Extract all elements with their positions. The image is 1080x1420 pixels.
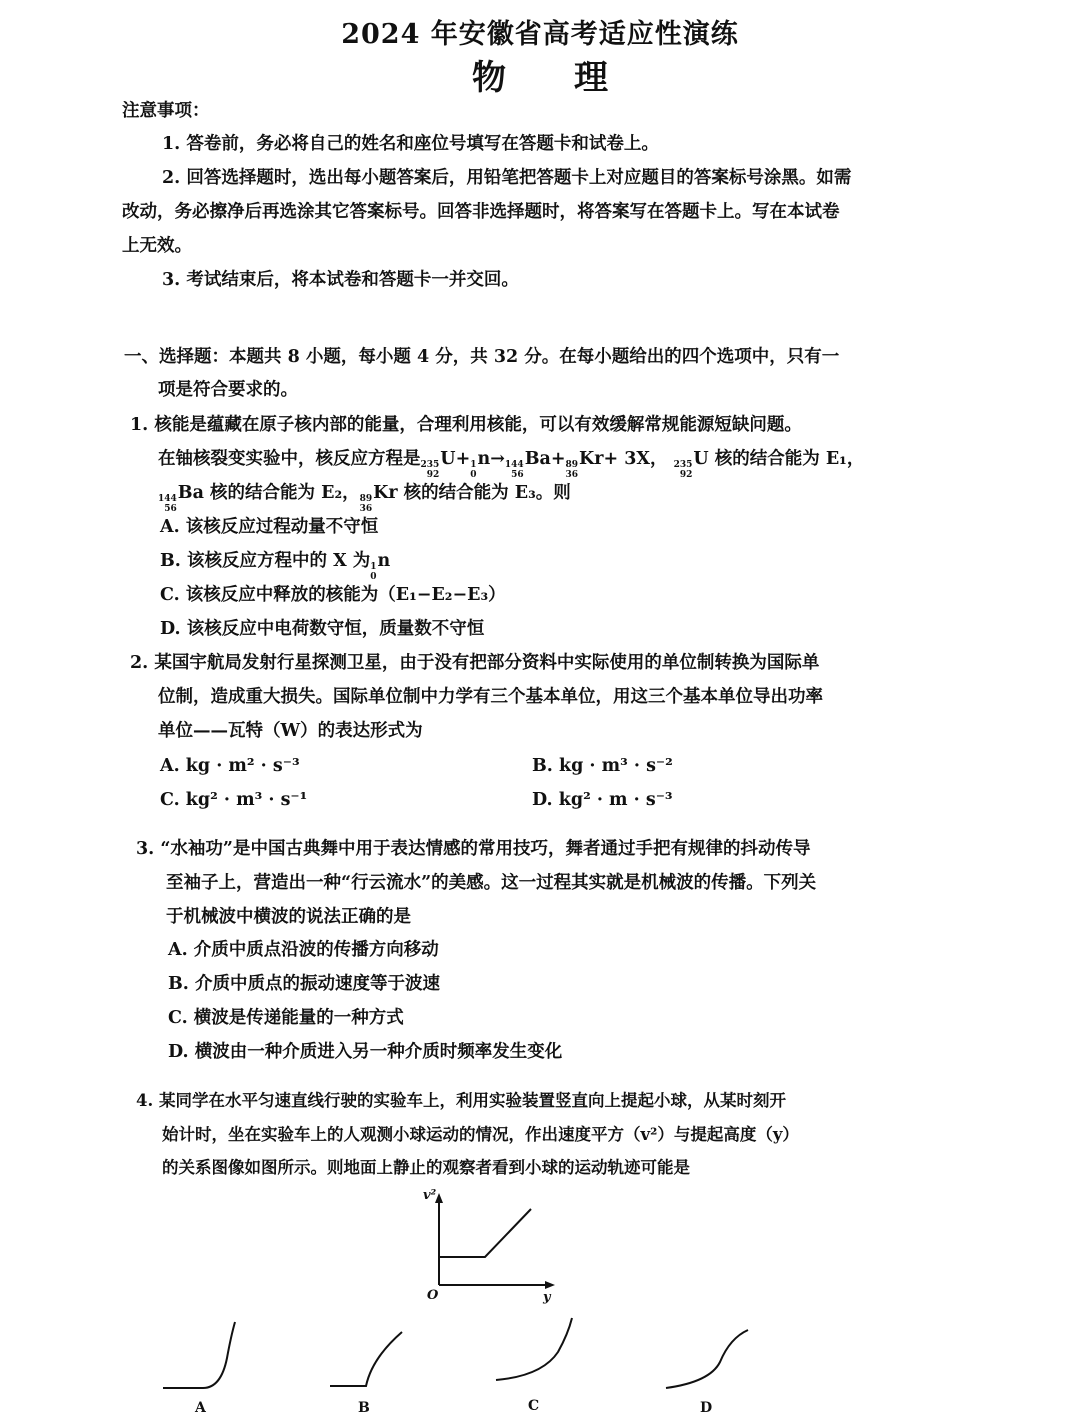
q2-option-a[interactable]: A. kg · m² · s⁻³ xyxy=(160,756,300,776)
q3-stem-line3: 于机械波中横波的说法正确的是 xyxy=(166,907,411,927)
notice-line: 3. 考试结束后，将本试卷和答题卡一并交回。 xyxy=(162,270,519,290)
notice-line: 1. 答卷前，务必将自己的姓名和座位号填写在答题卡和试卷上。 xyxy=(162,134,659,154)
choice-d-label: D xyxy=(700,1400,713,1416)
exam-title: 2024 年安徽省高考适应性演练 xyxy=(341,19,739,50)
q1-stem-line3: 144 56 Ba 核的结合能为 E₂， 89 36 Kr 核的结合能为 E₃。则 xyxy=(158,483,571,514)
q2-stem-line3: 单位——瓦特（W）的表达形式为 xyxy=(158,721,423,741)
q4-choice-a-trajectory[interactable] xyxy=(155,1318,245,1418)
q3-option-b[interactable]: B. 介质中质点的振动速度等于波速 xyxy=(168,974,440,994)
notice-line: 2. 回答选择题时，选出每小题答案后，用铅笔把答题卡上对应题目的答案标号涂黑。如需 xyxy=(162,168,852,188)
q4-choice-d-trajectory[interactable] xyxy=(660,1318,760,1418)
q1-option-a[interactable]: A. 该核反应过程动量不守恒 xyxy=(160,517,379,537)
q3-option-d[interactable]: D. 横波由一种介质进入另一种介质时频率发生变化 xyxy=(168,1042,563,1062)
q2-option-b[interactable]: B. kg · m³ · s⁻² xyxy=(532,756,673,776)
section-heading: 一、选择题：本题共 8 小题，每小题 4 分，共 32 分。在每小题给出的四个选项中，只有一 xyxy=(124,347,840,367)
q4-stem-line2: 始计时，坐在实验车上的人观测小球运动的情况，作出速度平方（v²）与提起高度（y） xyxy=(162,1125,799,1144)
q1-stem: 1. 核能是蕴藏在原子核内部的能量，合理利用核能，可以有效缓解常规能源短缺问题。 xyxy=(130,415,802,435)
q3-stem: 3. “水袖功”是中国古典舞中用于表达情感的常用技巧，舞者通过手把有规律的抖动传导 xyxy=(136,839,811,859)
q1-option-c[interactable]: C. 该核反应中释放的核能为（E₁−E₂−E₃） xyxy=(160,585,506,605)
q3-stem-line2: 至袖子上，营造出一种“行云流水”的美感。这一过程其实就是机械波的传播。下列关 xyxy=(166,873,817,893)
notice-line: 上无效。 xyxy=(122,236,192,256)
v2-curve xyxy=(439,1209,531,1257)
q3-option-a[interactable]: A. 介质中质点沿波的传播方向移动 xyxy=(168,940,439,960)
q4-stem-line3: 的关系图像如图所示。则地面上静止的观察者看到小球的运动轨迹可能是 xyxy=(162,1158,690,1177)
choice-b-label: B xyxy=(358,1400,370,1416)
choice-a-label: A xyxy=(195,1400,206,1416)
q1-option-b[interactable]: B. 该核反应方程中的 X 为 1 0 n xyxy=(160,551,391,582)
q1-stem-line2: 在铀核裂变实验中，核反应方程是 235 92 U+ 1 0 n→ 144 56 Ba+ 89 36 Kr+ 3X， 235 92 U 核的结合能为 E₁， xyxy=(158,449,865,480)
q2-stem-line2: 位制，造成重大损失。国际单位制中力学有三个基本单位，用这三个基本单位导出功率 xyxy=(158,687,823,707)
choice-c-label: C xyxy=(528,1398,540,1412)
q4-stem: 4. 某同学在水平匀速直线行驶的实验车上，利用实验装置竖直向上提起小球，从某时刻开 xyxy=(136,1091,786,1110)
notice-heading: 注意事项： xyxy=(122,101,210,121)
graph-ylabel: v² xyxy=(423,1188,437,1203)
subject-title: 物 理 xyxy=(472,58,608,98)
q4-v2-y-graph xyxy=(415,1185,565,1305)
q4-choice-b-trajectory[interactable] xyxy=(320,1318,420,1418)
notice-line: 改动，务必擦净后再选涂其它答案标号。回答非选择题时，将答案写在答题卡上。写在本试卷 xyxy=(122,202,840,222)
q2-option-d[interactable]: D. kg² · m · s⁻³ xyxy=(532,790,673,810)
graph-xlabel: y xyxy=(543,1290,551,1305)
q4-choice-c-trajectory[interactable] xyxy=(490,1312,590,1412)
graph-origin: O xyxy=(427,1288,439,1303)
section-heading-cont: 项是符合要求的。 xyxy=(158,380,298,400)
q2-stem: 2. 某国宇航局发射行星探测卫星，由于没有把部分资料中实际使用的单位制转换为国际单 xyxy=(130,653,820,673)
q2-option-c[interactable]: C. kg² · m³ · s⁻¹ xyxy=(160,790,308,810)
q1-option-d[interactable]: D. 该核反应中电荷数守恒，质量数不守恒 xyxy=(160,619,485,639)
x-axis-arrow xyxy=(545,1281,555,1289)
q3-option-c[interactable]: C. 横波是传递能量的一种方式 xyxy=(168,1008,404,1028)
